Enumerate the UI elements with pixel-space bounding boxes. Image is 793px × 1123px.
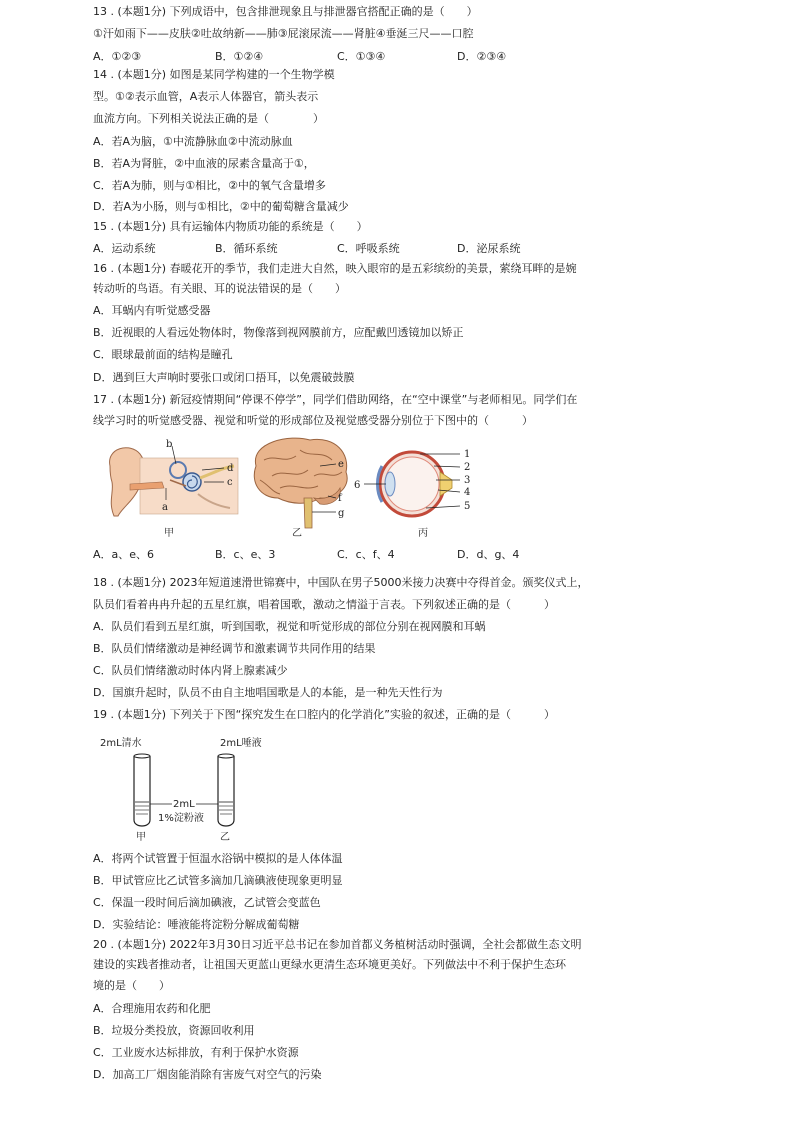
option-c[interactable]: C．若A为肺，则与①相比，②中的氧气含量增多 bbox=[93, 179, 326, 192]
eye-label-3: 3 bbox=[464, 475, 471, 486]
option-b[interactable]: B．c、e、3 bbox=[215, 548, 276, 561]
option-a[interactable]: A．将两个试管置于恒温水浴锅中模拟的是人体体温 bbox=[93, 852, 343, 865]
eye-diagram bbox=[354, 449, 470, 516]
question-14-stem-3: 血流方向。下列相关说法正确的是（ ） bbox=[93, 112, 324, 125]
brain-diagram bbox=[254, 438, 347, 528]
option-b[interactable]: B．近视眼的人看远处物体时，物像落到视网膜前方，应配戴凹透镜加以矫正 bbox=[93, 326, 464, 339]
ear-label-a: a bbox=[162, 502, 168, 513]
option-b[interactable]: B．甲试管应比乙试管多滴加几滴碘液使现象更明显 bbox=[93, 874, 343, 887]
eye-label-2: 2 bbox=[464, 462, 471, 473]
option-d[interactable]: D．d、g、4 bbox=[457, 548, 520, 561]
option-a[interactable]: A．合理施用农药和化肥 bbox=[93, 1002, 211, 1015]
question-20-stem-3: 境的是（ ） bbox=[93, 979, 170, 992]
brain-label-f: f bbox=[338, 493, 342, 504]
figure-caption-bing: 丙 bbox=[418, 528, 428, 539]
option-c[interactable]: C．呼吸系统 bbox=[337, 242, 400, 255]
question-17-figure bbox=[100, 436, 500, 542]
brain-label-e: e bbox=[338, 459, 344, 470]
option-a[interactable]: A．运动系统 bbox=[93, 242, 156, 255]
ear-label-d: d bbox=[227, 463, 234, 474]
starch-amount: 2mL bbox=[173, 799, 195, 810]
question-13-items: ①汗如雨下——皮肤②吐故纳新——肺③屁滚尿流——肾脏④垂涎三尺——口腔 bbox=[93, 27, 474, 40]
option-d[interactable]: D．遇到巨大声响时要张口或闭口捂耳，以免震破鼓膜 bbox=[93, 371, 355, 384]
figure-caption-yi: 乙 bbox=[292, 528, 302, 539]
eye-label-5: 5 bbox=[464, 501, 471, 512]
ear-diagram bbox=[110, 439, 238, 516]
option-b[interactable]: B．循环系统 bbox=[215, 242, 278, 255]
option-b[interactable]: B．①②④ bbox=[215, 50, 264, 63]
option-b[interactable]: B．垃圾分类投放，资源回收利用 bbox=[93, 1024, 255, 1037]
question-13-stem: 13 . (本题1分) 下列成语中，包含排泄现象且与排泄器官搭配正确的是（ ） bbox=[93, 5, 478, 18]
question-19-stem: 19 . (本题1分) 下列关于下图“探究发生在口腔内的化学消化”实验的叙述，正确的是（ ） bbox=[93, 708, 555, 721]
option-b[interactable]: B．队员们情绪激动是神经调节和激素调节共同作用的结果 bbox=[93, 642, 376, 655]
figure-caption-jia: 甲 bbox=[136, 832, 146, 843]
option-d[interactable]: D．②③④ bbox=[457, 50, 507, 63]
figure-caption-yi: 乙 bbox=[220, 832, 230, 843]
test-tube-yi bbox=[218, 754, 234, 826]
tube-jia-label: 2mL清水 bbox=[100, 738, 142, 749]
question-16-stem: 16 . (本题1分) 春暖花开的季节，我们走进大自然，映入眼帘的是五彩缤纷的美景，萦绕耳畔的是婉 bbox=[93, 262, 577, 275]
question-14-stem: 14 . (本题1分) 如图是某同学构建的一个生物学模 bbox=[93, 68, 335, 81]
question-18-stem-2: 队员们看着冉冉升起的五星红旗，唱着国歌，激动之情溢于言表。下列叙述正确的是（ ） bbox=[93, 598, 555, 611]
starch-solution: 1%淀粉液 bbox=[158, 813, 204, 824]
question-17-stem-2: 线学习时的听觉感受器、视觉和听觉的形成部位及视觉感受器分别位于下图中的（ ） bbox=[93, 414, 533, 427]
eye-label-4: 4 bbox=[464, 487, 471, 498]
question-20-stem: 20 . (本题1分) 2022年3月30日习近平总书记在参加首都义务植树活动时强调，全社会都做生态文明 bbox=[93, 938, 582, 951]
question-17-stem: 17 . (本题1分) 新冠疫情期间“停课不停学”，同学们借助网络，在“空中课堂”与老师相见。同学们在 bbox=[93, 393, 578, 406]
tube-yi-label: 2mL唾液 bbox=[220, 738, 262, 749]
eye-label-6: 6 bbox=[354, 480, 361, 491]
option-a[interactable]: A．①②③ bbox=[93, 50, 142, 63]
option-b[interactable]: B．若A为肾脏，②中血液的尿素含量高于①， bbox=[93, 157, 315, 170]
question-20-stem-2: 建设的实践者推动者，让祖国天更蓝山更绿水更清生态环境更美好。下列做法中不利于保护生态环 bbox=[93, 958, 566, 971]
option-a[interactable]: A．队员们看到五星红旗，听到国歌，视觉和听觉形成的部位分别在视网膜和耳蜗 bbox=[93, 620, 486, 633]
option-c[interactable]: C．保温一段时间后滴加碘液，乙试管会变蓝色 bbox=[93, 896, 321, 909]
question-16-stem-2: 转动听的鸟语。有关眼、耳的说法错误的是（ ） bbox=[93, 282, 346, 295]
option-a[interactable]: A．耳蜗内有听觉感受器 bbox=[93, 304, 211, 317]
ear-label-c: c bbox=[227, 477, 233, 488]
option-c[interactable]: C．队员们情绪激动时体内肾上腺素减少 bbox=[93, 664, 288, 677]
option-d[interactable]: D．加高工厂烟囱能消除有害废气对空气的污染 bbox=[93, 1068, 322, 1081]
option-c[interactable]: C．眼球最前面的结构是瞳孔 bbox=[93, 348, 233, 361]
question-19-figure bbox=[98, 732, 278, 844]
question-14-stem-2: 型。①②表示血管，A表示人体器官，箭头表示 bbox=[93, 90, 319, 103]
option-d[interactable]: D．实验结论：唾液能将淀粉分解成葡萄糖 bbox=[93, 918, 300, 931]
figure-caption-jia: 甲 bbox=[164, 528, 174, 539]
option-c[interactable]: C．工业废水达标排放，有利于保护水资源 bbox=[93, 1046, 299, 1059]
eye-label-1: 1 bbox=[464, 449, 471, 460]
question-15-stem: 15 . (本题1分) 具有运输体内物质功能的系统是（ ） bbox=[93, 220, 368, 233]
option-c[interactable]: C．①③④ bbox=[337, 50, 386, 63]
ear-label-b: b bbox=[166, 439, 173, 450]
option-d[interactable]: D．泌尿系统 bbox=[457, 242, 521, 255]
option-d[interactable]: D．国旗升起时，队员不由自主地唱国歌是人的本能，是一种先天性行为 bbox=[93, 686, 443, 699]
option-a[interactable]: A．若A为脑，①中流静脉血②中流动脉血 bbox=[93, 135, 293, 148]
option-d[interactable]: D．若A为小肠，则与①相比，②中的葡萄糖含量减少 bbox=[93, 200, 349, 213]
brain-label-g: g bbox=[338, 508, 345, 519]
option-a[interactable]: A．a、e、6 bbox=[93, 548, 155, 561]
option-c[interactable]: C．c、f、4 bbox=[337, 548, 395, 561]
question-18-stem: 18 . (本题1分) 2023年短道速滑世锦赛中，中国队在男子5000米接力决赛中夺得首金。颁奖仪式上， bbox=[93, 576, 589, 589]
test-tube-jia bbox=[134, 754, 150, 826]
